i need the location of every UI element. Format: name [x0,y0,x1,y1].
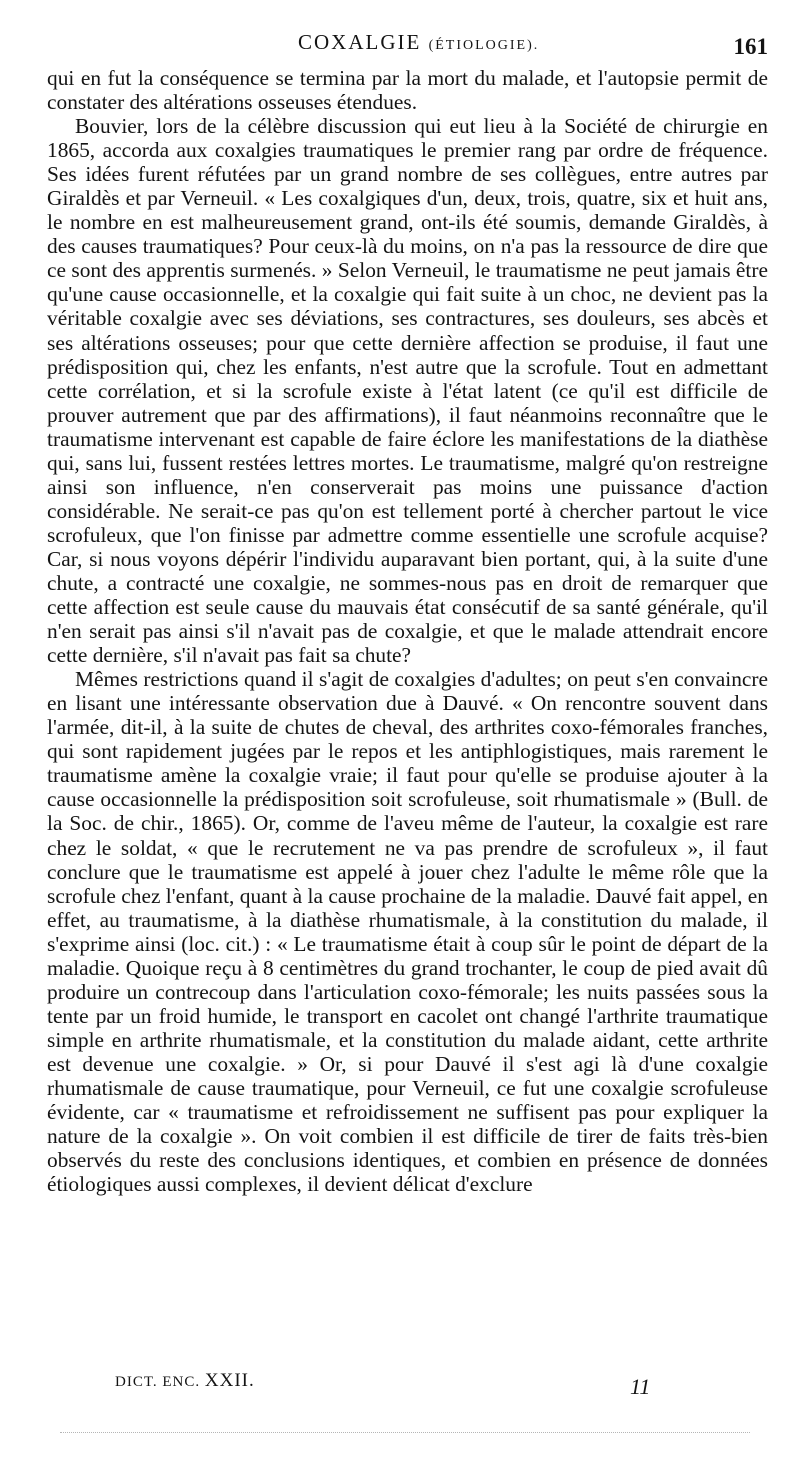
paragraph-bouvier: Bouvier, lors de la célèbre discussion qui eut lieu à la Société de chirurgie en 1865, accorda aux coxalgies traumatiques le premier rang par ordre de fréquence. Ses idées furent réfutées par un grand nombre de ses collègues, entre autres par Giraldès et par Verneuil. « Les coxalgiques d'un, deux, trois, quatre, six et huit ans, le nombre en est malheureusement grand, ont-ils été soumis, demande Giraldès, à des causes traumatiques? Pour ceux-là du moins, on n'a pas la ressource de dire que ce sont des apprentis surmenés. » Selon Verneuil, le traumatisme ne peut jamais être qu'une cause occasionnelle, et la coxalgie qui fait suite à un choc, ne devient pas la véritable coxalgie avec ses déviations, ses contractures, ses douleurs, ses abcès et ses altérations osseuses; pour que cette dernière affection se produise, il faut une prédisposition qui, chez les enfants, n'est autre que la scrofule. Tout en admettant cette corrélation, et si la scrofule existe à l'état latent (ce qu'il est difficile de prouver autrement que par des affirmations), il faut néanmoins reconnaître que le traumatisme intervenant est capable de faire éclore les manifestations de la diathèse qui, sans lui, fussent restées lettres mortes. Le traumatisme, malgré qu'on restreigne ainsi son influence, n'en conserverait pas moins une puissance d'action considérable. Ne serait-ce pas qu'on est tellement porté à chercher partout le vice scrofuleux, que l'on finisse par admettre comme essentielle une scrofule acquise? Car, si nous voyons dépérir l'individu auparavant bien portant, qui, à la suite d'une chute, a contracté une coxalgie, ne sommes-nous pas en droit de remarquer que cette affection est seule cause du mauvais état consécutif de sa santé générale, qu'il n'en serait pas ainsi s'il n'avait pas de coxalgie, et que le malade attendrait encore cette dernière, s'il n'avait pas fait sa chute? [47,114,768,668]
signature-mark [115,1370,255,1392]
bottom-bleed-line [60,1432,750,1433]
signature-volume: XXII. [204,1370,255,1391]
body-text [47,66,768,1196]
running-header [0,30,800,64]
paragraph-continuation: qui en fut la conséquence se termina par la mort du malade, et l'autopsie permit de constater des altérations osseuses étendues. [47,66,768,115]
header-title-subtitle: (ÉTIOLOGIE). [428,38,540,53]
paragraph-adult-coxalgia: Mêmes restrictions quand il s'agit de coxalgies d'adultes; on peut s'en convaincre en lisant une intéressante observation due à Dauvé. « On rencontre souvent dans l'armée, dit-il, à la suite de chutes de cheval, des arthrites coxo-fémorales franches, qui sont rapidement jugées par le repos et les antiphlogistiques, mais rarement le traumatisme amène la coxalgie vraie; il faut pour qu'elle se produise ajouter à la cause occasionnelle la prédisposition soit scrofuleuse, soit rhumatismale » (Bull. de la Soc. de chir., 1865). Or, comme de l'aveu même de l'auteur, la coxalgie est rare chez le soldat, « que le recrutement ne va pas prendre de scrofuleux », il faut conclure que le traumatisme est appelé à jouer chez l'adulte le même rôle que la scrofule chez l'enfant, quant à la cause prochaine de la maladie. Dauvé fait appel, en effet, au traumatisme, à la diathèse rhumatismale, à la constitution du malade, il s'exprime ainsi (loc. cit.) : « Le traumatisme était à coup sûr le point de départ de la maladie. Quoique reçu à 8 centimètres du grand trochanter, le coup de pied avait dû produire un contrecoup dans l'articulation coxo-fémorale; les nuits passées sous la tente par un froid humide, le transport en cacolet ont changé l'arthrite traumatique simple en arthrite rhumatismale, et la constitution du malade aidant, cette arthrite est devenue une coxalgie. » Or, si pour Dauvé il s'est agi là d'une coxalgie rhumatismale de cause traumatique, pour Verneuil, ce fut une coxalgie scrofuleuse évidente, car « traumatisme et refroidissement ne suffisent pas pour expliquer la nature de la coxalgie ». On voit combien il est difficile de tirer de faits très-bien observés du reste des conclusions identiques, et combien en présence de données étiologiques aussi complexes, il devient délicat d'exclure [47,667,768,1197]
page-footer [0,1366,800,1406]
header-title [298,30,539,55]
page-number: 161 [733,34,768,59]
sheet-number: 11 [630,1374,651,1399]
header-title-main: COXALGIE [298,30,422,54]
signature-dict: DICT. ENC. [115,1374,201,1390]
